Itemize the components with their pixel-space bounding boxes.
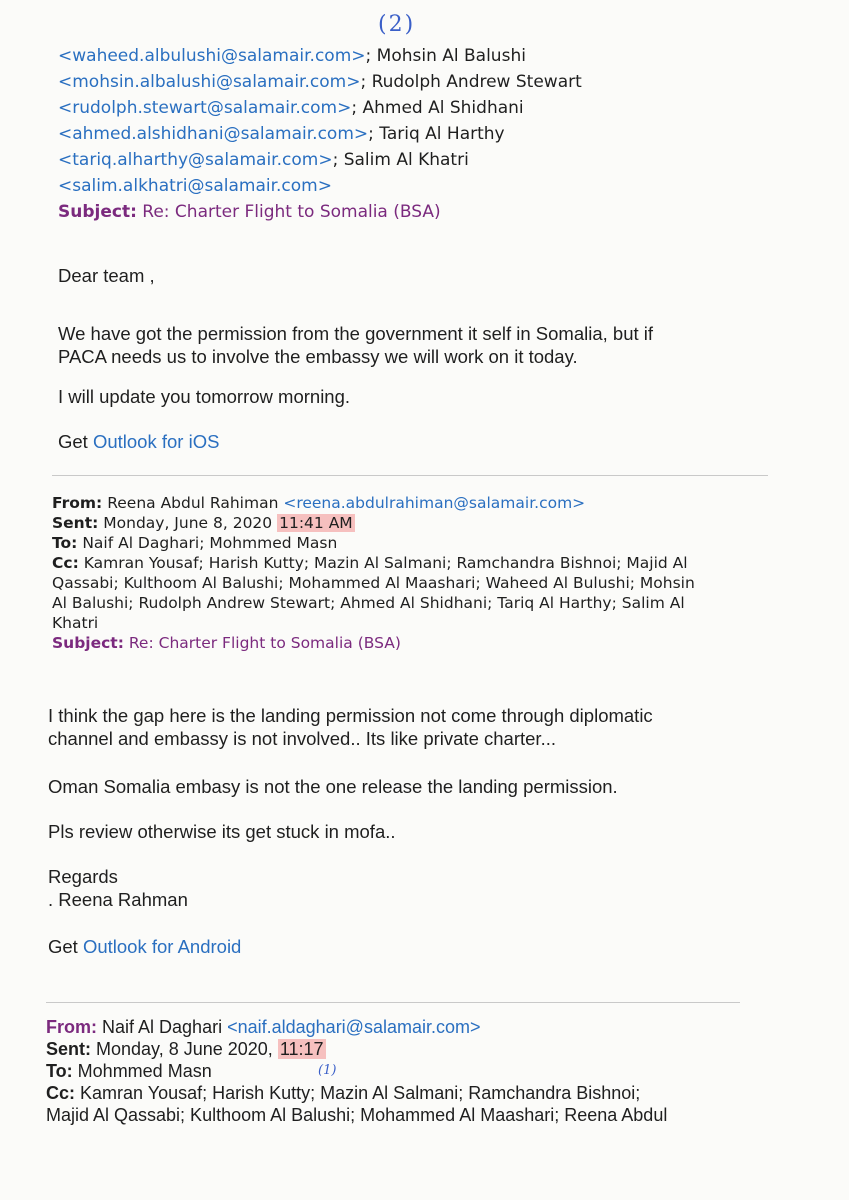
message-divider	[46, 1002, 740, 1003]
regards: Regards	[48, 866, 118, 887]
outlook-footer: Get Outlook for Android	[48, 936, 242, 957]
recipient-email-link[interactable]: <salim.alkhatri@salamair.com>	[58, 176, 332, 196]
cc-line: Cc: Kamran Yousaf; Harish Kutty; Mazin Al Salmani; Ramchandra Bishnoi; Majid Al	[52, 554, 688, 572]
cc-recipients: Kamran Yousaf; Harish Kutty; Mazin Al Salmani; Ramchandra Bishnoi;	[80, 1083, 641, 1103]
sent-date: Monday, June 8, 2020	[103, 514, 273, 532]
body-paragraph: Oman Somalia embasy is not the one release the landing permission.	[48, 776, 618, 797]
email-header	[46, 1016, 806, 1126]
outlook-android-link[interactable]: Outlook for Android	[82, 936, 242, 957]
recipient-line: <mohsin.albalushi@salamair.com>; Rudolph Andrew Stewart	[58, 72, 582, 92]
time-annotation: (1)	[318, 1063, 337, 1078]
sent-line: Sent: Monday, June 8, 2020 11:41 AM	[52, 514, 353, 532]
sent-line: Sent: Monday, 8 June 2020, 11:17	[46, 1039, 324, 1059]
sent-date: Monday, 8 June 2020,	[96, 1039, 273, 1059]
body-paragraph: Pls review otherwise its get stuck in mofa..	[48, 821, 396, 842]
recipient-line: <tariq.alharthy@salamair.com>; Salim Al Khatri	[58, 150, 469, 170]
cc-line: Khatri	[52, 614, 99, 632]
subject-text: Re: Charter Flight to Somalia (BSA)	[128, 634, 401, 652]
from-line: From: Naif Al Daghari <naif.aldaghari@salamair.com>	[46, 1017, 481, 1037]
body-paragraph: I will update you tomorrow morning.	[58, 386, 351, 407]
sender-email-link[interactable]: <reena.abdulrahiman@salamair.com>	[283, 494, 586, 512]
to-line: To: Naif Al Daghari; Mohmmed Masn	[52, 534, 338, 552]
sender-name: Naif Al Daghari	[102, 1017, 223, 1037]
subject-label: Subject:	[58, 202, 137, 222]
body-paragraph: PACA needs us to involve the embassy we will work on it today.	[58, 346, 578, 367]
body-paragraph: channel and embassy is not involved.. Its like private charter...	[48, 728, 556, 749]
cc-line: Al Balushi; Rudolph Andrew Stewart; Ahmed Al Shidhani; Tariq Al Harthy; Salim Al	[52, 594, 685, 612]
cc-recipients: Kamran Yousaf; Harish Kutty; Mazin Al Salmani; Ramchandra Bishnoi; Majid Al	[83, 554, 688, 572]
subject-line	[58, 200, 758, 225]
recipient-email-link[interactable]: <mohsin.albalushi@salamair.com>	[58, 72, 361, 92]
sender-name: Reena Abdul Rahiman	[107, 494, 279, 512]
from-line: From: Reena Abdul Rahiman <reena.abdulrahiman@salamair.com>	[52, 494, 586, 512]
sender-email-link[interactable]: <naif.aldaghari@salamair.com>	[227, 1017, 481, 1037]
sent-time-highlight: 11:41 AM	[279, 514, 353, 532]
email-header	[52, 493, 772, 653]
recipient-line: <ahmed.alshidhani@salamair.com>; Tariq Al Harthy	[58, 124, 505, 144]
recipient-line: <rudolph.stewart@salamair.com>; Ahmed Al Shidhani	[58, 98, 524, 118]
outlook-footer: Get Outlook for iOS	[58, 431, 220, 452]
recipient-email-link[interactable]: <tariq.alharthy@salamair.com>	[58, 150, 333, 170]
recipient-email-link[interactable]: <ahmed.alshidhani@salamair.com>	[58, 124, 369, 144]
subject-label: Subject:	[52, 634, 124, 652]
recipient-line	[58, 174, 758, 199]
subject-text: Re: Charter Flight to Somalia (BSA)	[142, 202, 441, 222]
subject-line	[52, 633, 772, 653]
recipient-email-link[interactable]: <rudolph.stewart@salamair.com>	[58, 98, 352, 118]
to-line: To: Mohmmed Masn	[46, 1061, 212, 1081]
greeting: Dear team ,	[58, 265, 155, 286]
to-recipients: Naif Al Daghari; Mohmmed Masn	[82, 534, 338, 552]
signature: . Reena Rahman	[48, 889, 188, 910]
recipient-email-link[interactable]: <waheed.albulushi@salamair.com>	[58, 46, 366, 66]
body-paragraph: I think the gap here is the landing permission not come through diplomatic	[48, 705, 653, 726]
cc-line: Majid Al Qassabi; Kulthoom Al Balushi; Mohammed Al Maashari; Reena Abdul	[46, 1105, 668, 1125]
message-divider	[52, 475, 768, 476]
recipient-line: <waheed.albulushi@salamair.com>; Mohsin Al Balushi	[58, 46, 526, 66]
body-paragraph: We have got the permission from the government it self in Somalia, but if	[58, 323, 654, 344]
outlook-ios-link[interactable]: Outlook for iOS	[92, 431, 220, 452]
sent-time-highlight: 11:17	[279, 1039, 324, 1059]
cc-line: Cc: Kamran Yousaf; Harish Kutty; Mazin Al Salmani; Ramchandra Bishnoi;	[46, 1083, 641, 1103]
cc-line: Qassabi; Kulthoom Al Balushi; Mohammed Al Maashari; Waheed Al Bulushi; Mohsin	[52, 574, 695, 592]
page-number-annotation: (2)	[378, 12, 416, 37]
to-recipients: Mohmmed Masn	[77, 1061, 212, 1081]
